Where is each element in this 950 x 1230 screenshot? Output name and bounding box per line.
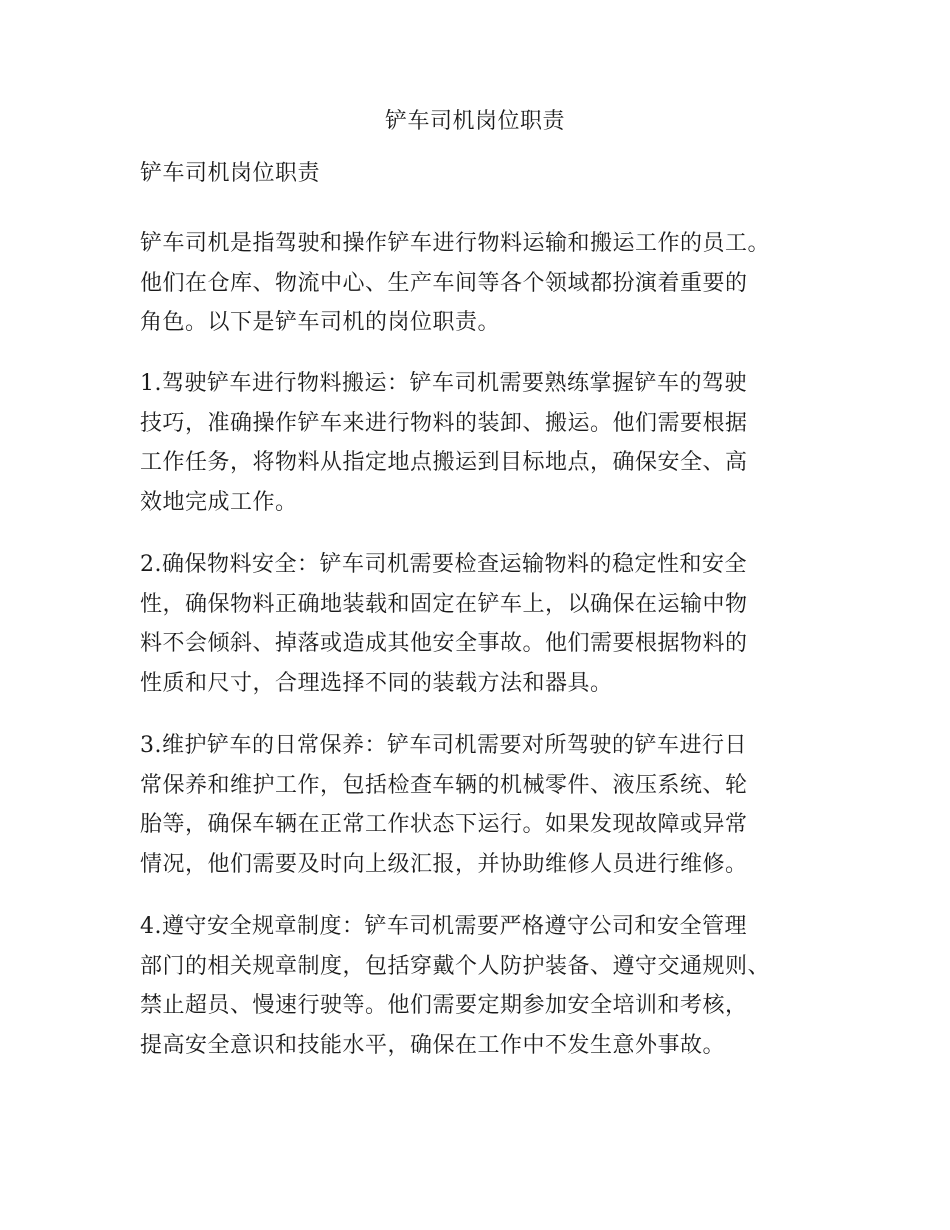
paragraph-line: 2.确保物料安全：铲车司机需要检查运输物料的稳定性和安全 — [140, 552, 747, 577]
paragraph-line: 1.驾驶铲车进行物料搬运：铲车司机需要熟练掌握铲车的驾驶 — [140, 371, 747, 396]
duty-paragraph-3 — [140, 726, 820, 884]
paragraph-line: 胎等，确保车辆在正常工作状态下运行。如果发现故障或异常 — [140, 812, 748, 837]
paragraph-line: 部门的相关规章制度，包括穿戴个人防护装备、遵守交通规则、 — [140, 953, 771, 979]
paragraph-line: 3.维护铲车的日常保养：铲车司机需要对所驾驶的铲车进行日 — [140, 733, 747, 758]
duty-paragraph-4 — [140, 907, 820, 1065]
document-title: 铲车司机岗位职责 — [384, 109, 565, 134]
paragraph-line: 情况，他们需要及时向上级汇报，并协助维修人员进行维修。 — [140, 851, 748, 877]
paragraph-line: 角色。以下是铲车司机的岗位职责。 — [140, 310, 501, 335]
duty-paragraph-1 — [140, 364, 820, 522]
paragraph-line: 常保养和维护工作，包括检查车辆的机械零件、液压系统、轮 — [140, 772, 748, 798]
intro-paragraph — [140, 224, 820, 343]
paragraph-line: 性质和尺寸，合理选择不同的装载方法和器具。 — [140, 670, 613, 696]
paragraph-line: 铲车司机是指驾驶和操作铲车进行物料运输和搬运工作的员工。 — [140, 231, 771, 256]
duty-paragraph-2 — [140, 545, 820, 703]
paragraph-line: 性，确保物料正确地装载和固定在铲车上，以确保在运输中物 — [140, 591, 748, 617]
paragraph-line: 他们在仓库、物流中心、生产车间等各个领域都扮演着重要的 — [140, 270, 748, 296]
paragraph-line: 料不会倾斜、掉落或造成其他安全事故。他们需要根据物料的 — [140, 631, 748, 656]
paragraph-line: 提高安全意识和技能水平，确保在工作中不发生意外事故。 — [140, 1032, 726, 1058]
paragraph-line: 4.遵守安全规章制度：铲车司机需要严格遵守公司和安全管理 — [140, 914, 747, 939]
paragraph-line: 技巧，准确操作铲车来进行物料的装卸、搬运。他们需要根据 — [140, 410, 748, 436]
document-subtitle: 铲车司机岗位职责 — [140, 161, 321, 186]
paragraph-line: 效地完成工作。 — [140, 489, 298, 515]
paragraph-line: 禁止超员、慢速行驶等。他们需要定期参加安全培训和考核， — [140, 993, 748, 1018]
paragraph-line: 工作任务，将物料从指定地点搬运到目标地点，确保安全、高 — [140, 450, 748, 475]
